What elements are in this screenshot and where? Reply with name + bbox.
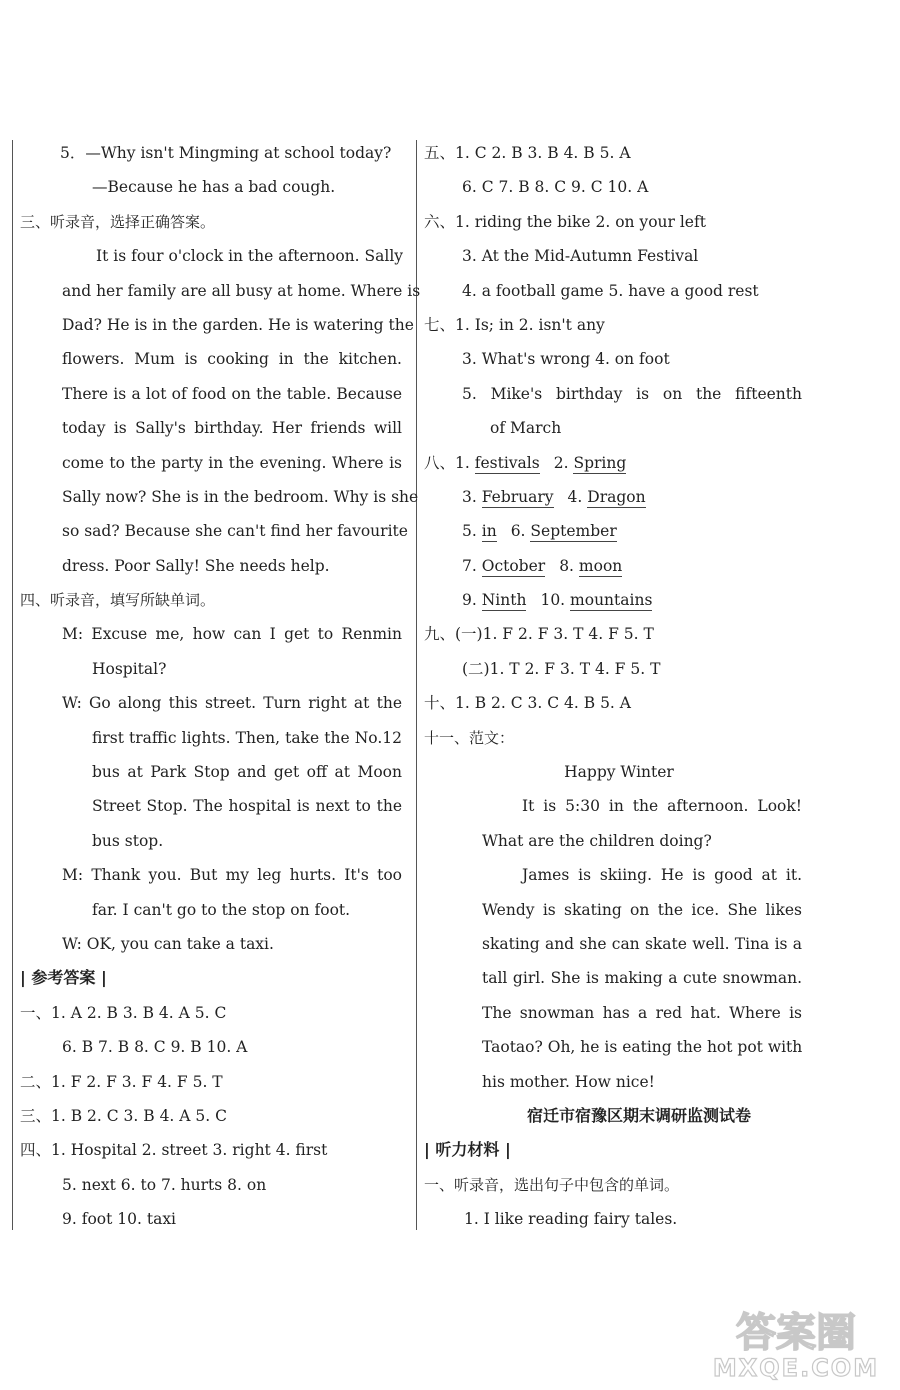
answer-line-eight	[424, 551, 814, 585]
answer-line-eight	[424, 482, 814, 516]
item-number: 1.	[455, 453, 470, 472]
text-line: Dad? He is in the garden. He is watering the	[62, 315, 414, 334]
answers-header: | 参考答案 |	[20, 968, 107, 988]
answer-word: Ninth	[481, 591, 527, 610]
item-number: 4.	[567, 487, 583, 506]
answer-line: 3. What's wrong 4. on foot	[462, 350, 670, 369]
dialogue-line: M: Excuse me, how can I get to Renmin	[62, 625, 402, 644]
dialogue-line: bus at Park Stop and get off at Moon	[92, 763, 402, 782]
dialogue-line: W: OK, you can take a taxi.	[62, 934, 274, 953]
answer-word: October	[481, 556, 546, 575]
text-line: There is a lot of food on the table. Because	[62, 384, 402, 403]
answer-line-eight	[424, 516, 814, 550]
test-section-title: 宿迁市宿豫区期末调研监测试卷	[526, 1105, 751, 1125]
text-line: —Because he has a bad cough.	[92, 178, 336, 197]
item-number: 9.	[462, 591, 477, 610]
right-column	[424, 138, 814, 1239]
left-margin-rule	[12, 140, 13, 1230]
answer-line-eight	[424, 585, 814, 619]
dialogue-line: Hospital?	[92, 659, 167, 678]
listening-header: | 听力材料 |	[424, 1140, 511, 1160]
answer-word: in	[481, 522, 497, 541]
item-number: 6.	[510, 522, 526, 541]
essay-line: What are the children doing?	[482, 831, 712, 850]
text-line: flowers. Mum is cooking in the kitchen.	[62, 350, 402, 369]
answer-word: festivals	[474, 453, 540, 472]
section-heading: 四、听录音，填写所缺单词。	[20, 591, 216, 610]
answer-line: 十、1. B 2. C 3. C 4. B 5. A	[424, 694, 631, 713]
essay-line: James is skiing. He is good at it.	[522, 866, 802, 885]
watermark-graphic	[706, 1304, 886, 1382]
watermark-logo-text: 答案圈	[736, 1310, 856, 1356]
answer-word: moon	[578, 556, 623, 575]
dialogue-line: M: Thank you. But my leg hurts. It's too	[62, 866, 402, 885]
essay-line: tall girl. She is making a cute snowman.	[482, 969, 802, 988]
item-number: 8.	[559, 556, 574, 575]
answer-line: 5. next 6. to 7. hurts 8. on	[62, 1175, 267, 1194]
answer-word: mountains	[570, 591, 653, 610]
dialogue-line: far. I can't go to the stop on foot.	[92, 900, 351, 919]
essay-title: Happy Winter	[564, 763, 674, 782]
answer-line: 6. B 7. B 8. C 9. B 10. A	[62, 1038, 248, 1057]
essay-line: his mother. How nice!	[482, 1072, 655, 1091]
answer-line: 一、1. A 2. B 3. B 4. A 5. C	[20, 1003, 227, 1022]
dialogue-line: first traffic lights. Then, take the No.12	[92, 728, 402, 747]
text-line: so sad? Because she can't find her favourite	[62, 522, 408, 541]
answer-line: 四、1. Hospital 2. street 3. right 4. first	[20, 1141, 328, 1160]
answer-line: (二)1. T 2. F 3. T 4. F 5. T	[462, 659, 661, 678]
answer-line: 七、1. Is; in 2. isn't any	[424, 315, 605, 334]
answer-line: 六、1. riding the bike 2. on your left	[424, 212, 706, 231]
section-heading: 一、听录音，选出句子中包含的单词。	[424, 1175, 680, 1194]
question-line: 1. I like reading fairy tales.	[464, 1210, 678, 1229]
text-line: 5．—Why isn't Mingming at school today?	[60, 144, 392, 162]
answer-line: of March	[490, 419, 562, 438]
answer-line: 九、(一)1. F 2. F 3. T 4. F 5. T	[424, 625, 654, 644]
section-label: 八、	[424, 453, 456, 472]
watermark-url: MXQE.COM	[712, 1354, 880, 1382]
dialogue-line: Street Stop. The hospital is next to the	[92, 797, 402, 816]
answer-word: September	[530, 522, 617, 541]
answer-line-eight	[424, 448, 814, 482]
answer-line: 3. At the Mid-Autumn Festival	[462, 247, 699, 266]
answer-word: February	[481, 487, 554, 506]
answer-line: 6. C 7. B 8. C 9. C 10. A	[462, 178, 649, 197]
watermark-logo	[706, 1304, 886, 1382]
answer-line: 5. Mike's birthday is on the fifteenth	[462, 384, 802, 403]
text-line: Sally now? She is in the bedroom. Why is she	[62, 487, 419, 506]
answer-line: 9. foot 10. taxi	[62, 1210, 177, 1229]
item-number: 5.	[462, 522, 477, 541]
item-number: 3.	[462, 487, 477, 506]
answer-line: 三、1. B 2. C 3. B 4. A 5. C	[20, 1106, 227, 1125]
text-line: It is four o'clock in the afternoon. Sally	[96, 247, 404, 266]
dialogue-line: bus stop.	[92, 831, 164, 850]
essay-line: It is 5:30 in the afternoon. Look!	[522, 797, 802, 816]
section-heading: 十一、范文：	[424, 728, 515, 747]
text-line: come to the party in the evening. Where is	[62, 453, 402, 472]
answer-word: Spring	[573, 453, 627, 472]
text-line: and her family are all busy at home. Where is	[62, 281, 421, 300]
essay-line: The snowman has a red hat. Where is	[482, 1003, 802, 1022]
left-column	[20, 138, 421, 1239]
essay-line: skating and she can skate well. Tina is a	[482, 934, 802, 953]
essay-line: Wendy is skating on the ice. She likes	[482, 900, 802, 919]
answer-word: Dragon	[587, 487, 646, 506]
dialogue-line: W: Go along this street. Turn right at the	[62, 694, 402, 713]
section-heading: 三、听录音，选择正确答案。	[20, 212, 216, 231]
answer-line: 五、1. C 2. B 3. B 4. B 5. A	[424, 144, 631, 162]
text-line: dress. Poor Sally! She needs help.	[62, 556, 330, 575]
item-number: 2.	[553, 453, 569, 472]
essay-line: Taotao? Oh, he is eating the hot pot with	[482, 1038, 803, 1057]
item-number: 7.	[462, 556, 477, 575]
item-number: 10.	[540, 591, 566, 610]
answer-line: 二、1. F 2. F 3. F 4. F 5. T	[20, 1072, 223, 1091]
answer-line: 4. a football game 5. have a good rest	[462, 281, 759, 300]
text-line: today is Sally's birthday. Her friends will	[62, 419, 402, 438]
